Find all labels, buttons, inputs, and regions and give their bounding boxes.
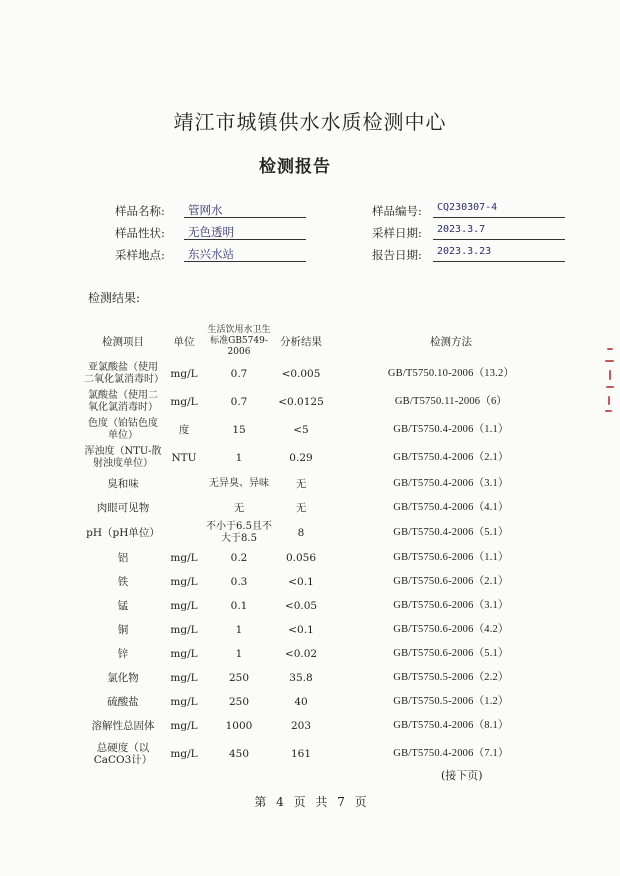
row-unit: [162, 472, 206, 496]
row-unit: 度: [178, 424, 190, 436]
table-header-row: [84, 322, 572, 360]
header-method: 检测方法: [430, 335, 472, 348]
row-item: 总硬度（以CaCO3计）: [93, 742, 153, 766]
row-item: 锰: [117, 600, 129, 612]
table-row: [84, 690, 572, 714]
report-date-value: 2023.3.23: [433, 246, 565, 262]
row-result: 0.29: [289, 452, 313, 464]
row-unit: [162, 496, 206, 520]
row-unit: mg/L: [170, 748, 198, 760]
row-result: <0.05: [284, 600, 318, 612]
row-item: 铝: [117, 552, 129, 564]
sampling-location-value: 东兴水站: [184, 246, 306, 262]
row-method: GB/T5750.4-2006（3.1）: [393, 478, 509, 489]
row-method: GB/T5750.5-2006（2.2）: [393, 672, 509, 683]
sampling-date-label: 采样日期:: [372, 226, 422, 240]
sample-property-value: 无色透明: [184, 224, 306, 240]
row-result: 161: [290, 748, 312, 760]
row-standard: 0.2: [230, 552, 248, 564]
row-item: 臭和味: [107, 478, 139, 490]
row-result: 8: [297, 527, 305, 539]
row-result: 203: [290, 720, 312, 732]
table-row: [84, 714, 572, 738]
table-row: [84, 618, 572, 642]
row-item: 铜: [117, 624, 129, 636]
row-standard: 不小于6.5且不大于8.5: [206, 521, 272, 544]
table-row: [84, 416, 572, 444]
row-standard: 0.7: [230, 368, 248, 380]
row-unit: mg/L: [170, 600, 198, 612]
row-unit: mg/L: [170, 396, 198, 408]
row-method: GB/T5750.4-2006（7.1）: [393, 748, 509, 759]
row-standard: 0.3: [230, 576, 248, 588]
sample-number-value: CQ230307-4: [433, 202, 565, 218]
table-row: [84, 738, 572, 770]
row-unit: mg/L: [170, 624, 198, 636]
row-method: GB/T5750.6-2006（4.2）: [393, 624, 509, 635]
row-item: 硫酸盐: [107, 696, 139, 708]
sample-property-label: 样品性状:: [115, 226, 165, 240]
row-unit: mg/L: [170, 648, 198, 660]
table-row: [84, 594, 572, 618]
row-item: 锌: [117, 648, 129, 660]
row-result: <0.005: [281, 368, 321, 380]
continued-note: (接下页): [441, 769, 483, 782]
row-method: GB/T5750.6-2006（2.1）: [393, 576, 509, 587]
row-method: GB/T5750.10-2006（13.2）: [387, 368, 515, 379]
row-method: GB/T5750.4-2006（4.1）: [393, 502, 509, 513]
row-unit: mg/L: [170, 720, 198, 732]
row-method: GB/T5750.11-2006（6）: [394, 396, 508, 407]
row-result: <0.02: [284, 648, 318, 660]
row-result: 35.8: [289, 672, 313, 684]
row-unit: mg/L: [170, 672, 198, 684]
table-row: [84, 642, 572, 666]
row-standard: 250: [228, 696, 250, 708]
row-standard: 无异臭、异味: [209, 478, 269, 489]
table-row: [84, 496, 572, 520]
row-item: 肉眼可见物: [96, 502, 150, 514]
row-method: GB/T5750.4-2006（2.1）: [393, 452, 509, 463]
table-row: [84, 444, 572, 472]
seam-stamp-fragment: [603, 340, 617, 420]
results-label: 检测结果:: [88, 291, 141, 305]
row-result: <0.0125: [278, 396, 324, 408]
row-result: 无: [295, 478, 307, 490]
row-standard: 0.7: [230, 396, 248, 408]
sample-name-label: 样品名称:: [115, 204, 165, 218]
row-standard: 450: [228, 748, 250, 760]
row-unit: mg/L: [170, 576, 198, 588]
row-result: <5: [293, 424, 309, 436]
row-standard: 1000: [225, 720, 253, 732]
table-row: [84, 520, 572, 546]
row-standard: 0.1: [230, 600, 248, 612]
row-item: pH（pH单位）: [86, 527, 160, 539]
row-unit: mg/L: [170, 368, 198, 380]
table-row: [84, 570, 572, 594]
row-standard: 15: [232, 424, 246, 436]
row-standard: 250: [228, 672, 250, 684]
page-footer: 第 4 页 共 7 页: [254, 795, 370, 809]
row-item: 铁: [117, 576, 129, 588]
table-row: [84, 666, 572, 690]
row-method: GB/T5750.6-2006（3.1）: [393, 600, 509, 611]
sample-name-value: 管网水: [184, 202, 306, 218]
row-unit: [162, 520, 206, 546]
row-unit: mg/L: [170, 552, 198, 564]
row-standard: 1: [235, 452, 243, 464]
header-unit: 单位: [173, 335, 195, 348]
report-title: 检测报告: [259, 157, 331, 177]
row-standard: 1: [235, 624, 243, 636]
results-table: [84, 322, 572, 770]
row-method: GB/T5750.5-2006（1.2）: [393, 696, 509, 707]
row-method: GB/T5750.6-2006（5.1）: [393, 648, 509, 659]
organization-name: 靖江市城镇供水水质检测中心: [173, 110, 447, 134]
row-unit: mg/L: [170, 696, 198, 708]
row-item: 浑浊度（NTU-散射浊度单位）: [84, 446, 162, 469]
row-item: 氯化物: [107, 672, 139, 684]
row-item: 色度（铂钴色度单位）: [88, 418, 158, 441]
row-method: GB/T5750.6-2006（1.1）: [393, 552, 509, 563]
row-item: 氯酸盐（使用二氧化氯消毒时）: [88, 390, 158, 413]
table-row: [84, 472, 572, 496]
header-item: 检测项目: [102, 335, 144, 348]
table-row: [84, 388, 572, 416]
row-standard: 1: [235, 648, 243, 660]
row-result: 0.056: [285, 552, 317, 564]
row-method: GB/T5750.4-2006（5.1）: [393, 527, 509, 538]
table-row: [84, 360, 572, 388]
row-result: <0.1: [288, 576, 314, 588]
row-result: <0.1: [288, 624, 314, 636]
row-item: 溶解性总固体: [91, 720, 155, 732]
table-row: [84, 546, 572, 570]
report-date-label: 报告日期:: [372, 248, 422, 262]
row-result: 无: [295, 502, 307, 514]
row-item: 亚氯酸盐（使用二氧化氯消毒时）: [84, 362, 164, 385]
row-standard: 无: [233, 502, 245, 514]
row-unit: NTU: [171, 452, 197, 464]
row-method: GB/T5750.4-2006（1.1）: [393, 424, 509, 435]
sampling-location-label: 采样地点:: [115, 248, 165, 262]
sampling-date-value: 2023.3.7: [433, 224, 565, 240]
row-result: 40: [294, 696, 308, 708]
header-standard: 生活饮用水卫生标准GB5749-2006: [207, 324, 271, 357]
sample-number-label: 样品编号:: [372, 204, 422, 218]
row-method: GB/T5750.4-2006（8.1）: [393, 720, 509, 731]
header-result: 分析结果: [280, 335, 322, 348]
